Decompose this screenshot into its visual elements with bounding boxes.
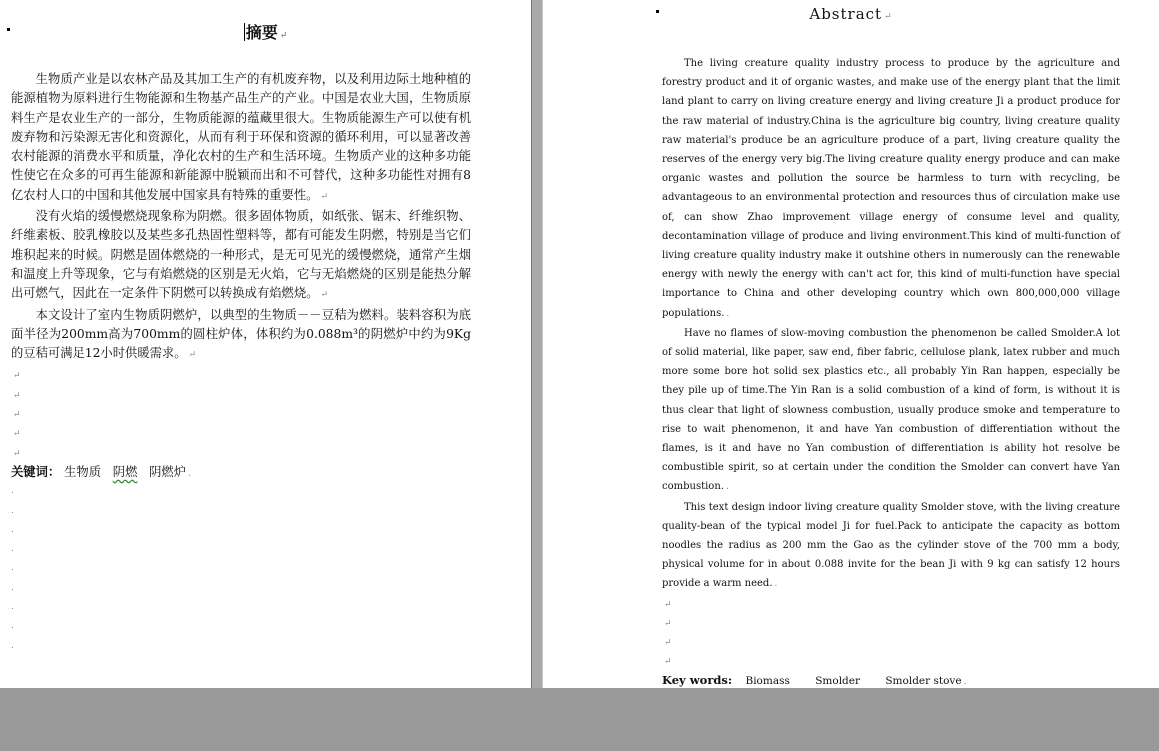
empty-line: . [11, 544, 14, 555]
empty-paragraph: ↵ [13, 371, 21, 382]
text-cursor [244, 23, 245, 41]
english-abstract-body [662, 54, 1120, 751]
english-abstract-title: Abstract ↵ [809, 5, 893, 23]
keyword: 阴燃炉 [149, 464, 187, 479]
empty-paragraph: ↵ [13, 390, 21, 401]
empty-line: . [11, 621, 14, 632]
paragraph: Have no flames of slow-moving combustion the phenomenon be called Smolder.A lot of solid material, like paper, saw end, fiber fabric, cellulose plank, latex rubber and much more some bore hot solid sex plastics etc., all probably Yin Ran happen, especially be they pile up of time.The Yin Ran is a solid combustion of a kind of form, is without it is thus clear that light of slowness combustion, usually produce smoke and temperature to rise to wait phenomenon, it and have Yan combustion of differentiation without the flames, is it and have no Yan combustion of differentiation is ability hot resolve be combustible spirit, so at certain under the condition the Smolder can convert have Yan combustion. . [662, 327, 1120, 493]
empty-line: . [11, 486, 14, 497]
chinese-keywords: 关键词： 生物质 阴燃 阴燃炉 . [11, 463, 191, 479]
empty-paragraph: ↵ [664, 657, 672, 668]
empty-line: . [11, 640, 14, 651]
paragraph: This text design indoor living creature quality Smolder stove, with the living creature quality-bean of the typical model Ji for fuel.Pack to anticipate the capacity as bottom noodles the radius as 200 mm the Gao as the cylinder stove of the 700 mm a body, physical volume for in about 0.088 invite for the bean Ji with 9 kg can satisfy 12 hours provide a warm need. . [662, 501, 1120, 590]
paragraph: The living creature quality industry process to produce by the agriculture and forestry product and it of organic wastes, and make use of the energy plant that the limit land plant to carry on living creature energy and living creature Ji a product produce for the raw material of industry.China is the agriculture big country, living creature quality raw material's produce be an agriculture produce of a part, living creature quality the reserves of the energy very big.The living creature quality energy produce and can make organic wastes and pollution the source be harmless to turn with recycling, be advantageous to an environmental protection and resources thus of circulation make use of, can show Zhao improvement village energy of consume level and quality, decontamination village of produce and living environment.This kind of multi-function of living creature quality industry make it outshine others in numerously can the renewable energy with newly the energy with can't act for, this kind of multi-function have special importance to China and other developing country which own 800,000,000 village populations. . [662, 58, 1120, 319]
keyword: 阴燃 [112, 464, 138, 479]
empty-line: . [662, 694, 665, 705]
empty-paragraph: ↵ [13, 410, 21, 421]
empty-line: . [11, 582, 14, 593]
keywords-label: 关键词： [11, 463, 61, 479]
empty-paragraph: ↵ [13, 429, 21, 440]
keywords-label: Key words: [662, 673, 733, 688]
empty-line: . [11, 505, 14, 516]
english-keywords: Key words: Biomass Smolder Smolder stove . [662, 673, 967, 688]
chinese-abstract-title: 摘要 ↵ [245, 23, 288, 42]
empty-line: . [11, 563, 14, 574]
keyword: Smolder stove [885, 675, 962, 688]
keyword: Biomass [745, 675, 790, 688]
empty-line: . [662, 733, 665, 744]
empty-paragraph: ↵ [664, 638, 672, 649]
paragraph: 本文设计了室内生物质阴燃炉，以典型的生物质－－豆秸为燃料。装料容积为底面半径为200mm高为700mm的圆柱炉体，体积约为0.088m³的阴燃炉中约为9Kg的豆秸可满足12小时供暖需求。 ↵ [11, 307, 471, 361]
paragraph: 生物质产业是以农林产品及其加工生产的有机废弃物，以及利用边际土地种植的能源植物为原料进行生物能源和生物基产品生产的产业。中国是农业大国，生物质原料生产是农业生产的一部分，生物质能源的蕴藏里很大。生物质能源生产可以使有机废弃物和污染源无害化和资源化，从而有利于环保和资源的循环利用，可以显著改善农村能源的消费水平和质量，净化农村的生产和生活环境。生物质产业的这种多功能性使它在众多的可再生能源和新能源中脱颖而出和不可替代，这种多功能性对拥有8亿农村人口的中国和其他发展中国家具有特殊的重要性。 ↵ [11, 72, 471, 202]
empty-line: . [662, 713, 665, 724]
empty-paragraph: ↵ [664, 618, 672, 629]
empty-line: . [11, 602, 14, 613]
keyword: 生物质 [64, 464, 102, 479]
empty-line: . [11, 524, 14, 535]
page-gutter [531, 0, 543, 688]
keyword: Smolder [815, 675, 861, 688]
empty-paragraph: ↵ [664, 599, 672, 610]
chinese-abstract-body [11, 70, 471, 658]
paragraph: 没有火焰的缓慢燃烧现象称为阴燃。很多固体物质，如纸张、锯末、纤维织物、纤维素板、胶乳橡胶以及某些多孔热固性塑料等，都有可能发生阴燃，特别是当它们堆积起来的时候。阴燃是固体燃烧的一种形式，是无可见光的缓慢燃烧，通常产生烟和温度上升等现象，它与有焰燃烧的区别是无火焰，它与无焰燃烧的区别是能热分解出可燃气，因此在一定条件下阴燃可以转换成有焰燃烧。 ↵ [11, 209, 471, 301]
empty-paragraph: ↵ [13, 448, 21, 459]
